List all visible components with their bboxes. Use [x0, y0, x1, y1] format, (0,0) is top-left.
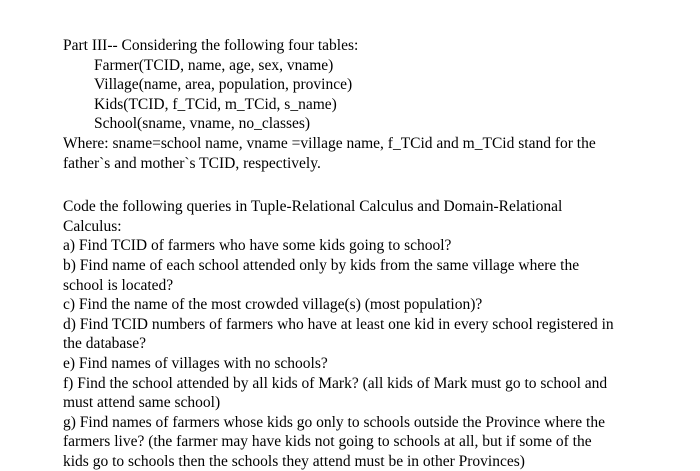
- query-c: c) Find the name of the most crowded village(s) (most population)?: [63, 296, 483, 314]
- query-a: a) Find TCID of farmers who have some kids going to school?: [63, 237, 452, 255]
- table-kids: Kids(TCID, f_TCid, m_TCid, s_name): [94, 95, 337, 113]
- query-g-continued: farmers live? (the farmer may have kids not going to schools at all, but if some of the: [63, 433, 592, 451]
- part-heading: Part III-- Considering the following four tables:: [63, 37, 359, 54]
- query-e: e) Find names of villages with no schools?: [63, 354, 328, 372]
- where-line: Where: sname=school name, vname =village name, f_TCid and m_TCid stand for the: [63, 134, 596, 152]
- query-list: [63, 236, 653, 471]
- query-g: g) Find names of farmers whose kids go only to schools outside the Province where the: [63, 413, 605, 431]
- where-note: [63, 134, 653, 173]
- query-b: b) Find name of each school attended only by kids from the same village where the: [63, 256, 580, 274]
- query-f-continued: must attend same school): [63, 394, 221, 412]
- query-b-continued: school is located?: [63, 276, 174, 294]
- query-d-continued: the database?: [63, 335, 147, 353]
- query-g-continued: kids go to schools then the schools they attend must be in other Provinces): [63, 452, 525, 470]
- query-d: d) Find TCID numbers of farmers who have at least one kid in every school registered in: [63, 315, 614, 333]
- document-body: [63, 36, 653, 471]
- table-farmer: Farmer(TCID, name, age, sex, vname): [94, 56, 334, 74]
- paragraph-gap: [63, 173, 653, 197]
- instructions: [63, 197, 653, 236]
- table-school: School(sname, vname, no_classes): [94, 115, 311, 133]
- table-definitions: [63, 56, 653, 134]
- table-village: Village(name, area, population, province): [94, 76, 353, 94]
- instruction-line: Calculus:: [63, 217, 122, 235]
- instruction-line: Code the following queries in Tuple-Relational Calculus and Domain-Relational: [63, 198, 563, 216]
- query-f: f) Find the school attended by all kids of Mark? (all kids of Mark must go to school and: [63, 374, 608, 392]
- where-line: father`s and mother`s TCID, respectively.: [63, 154, 321, 172]
